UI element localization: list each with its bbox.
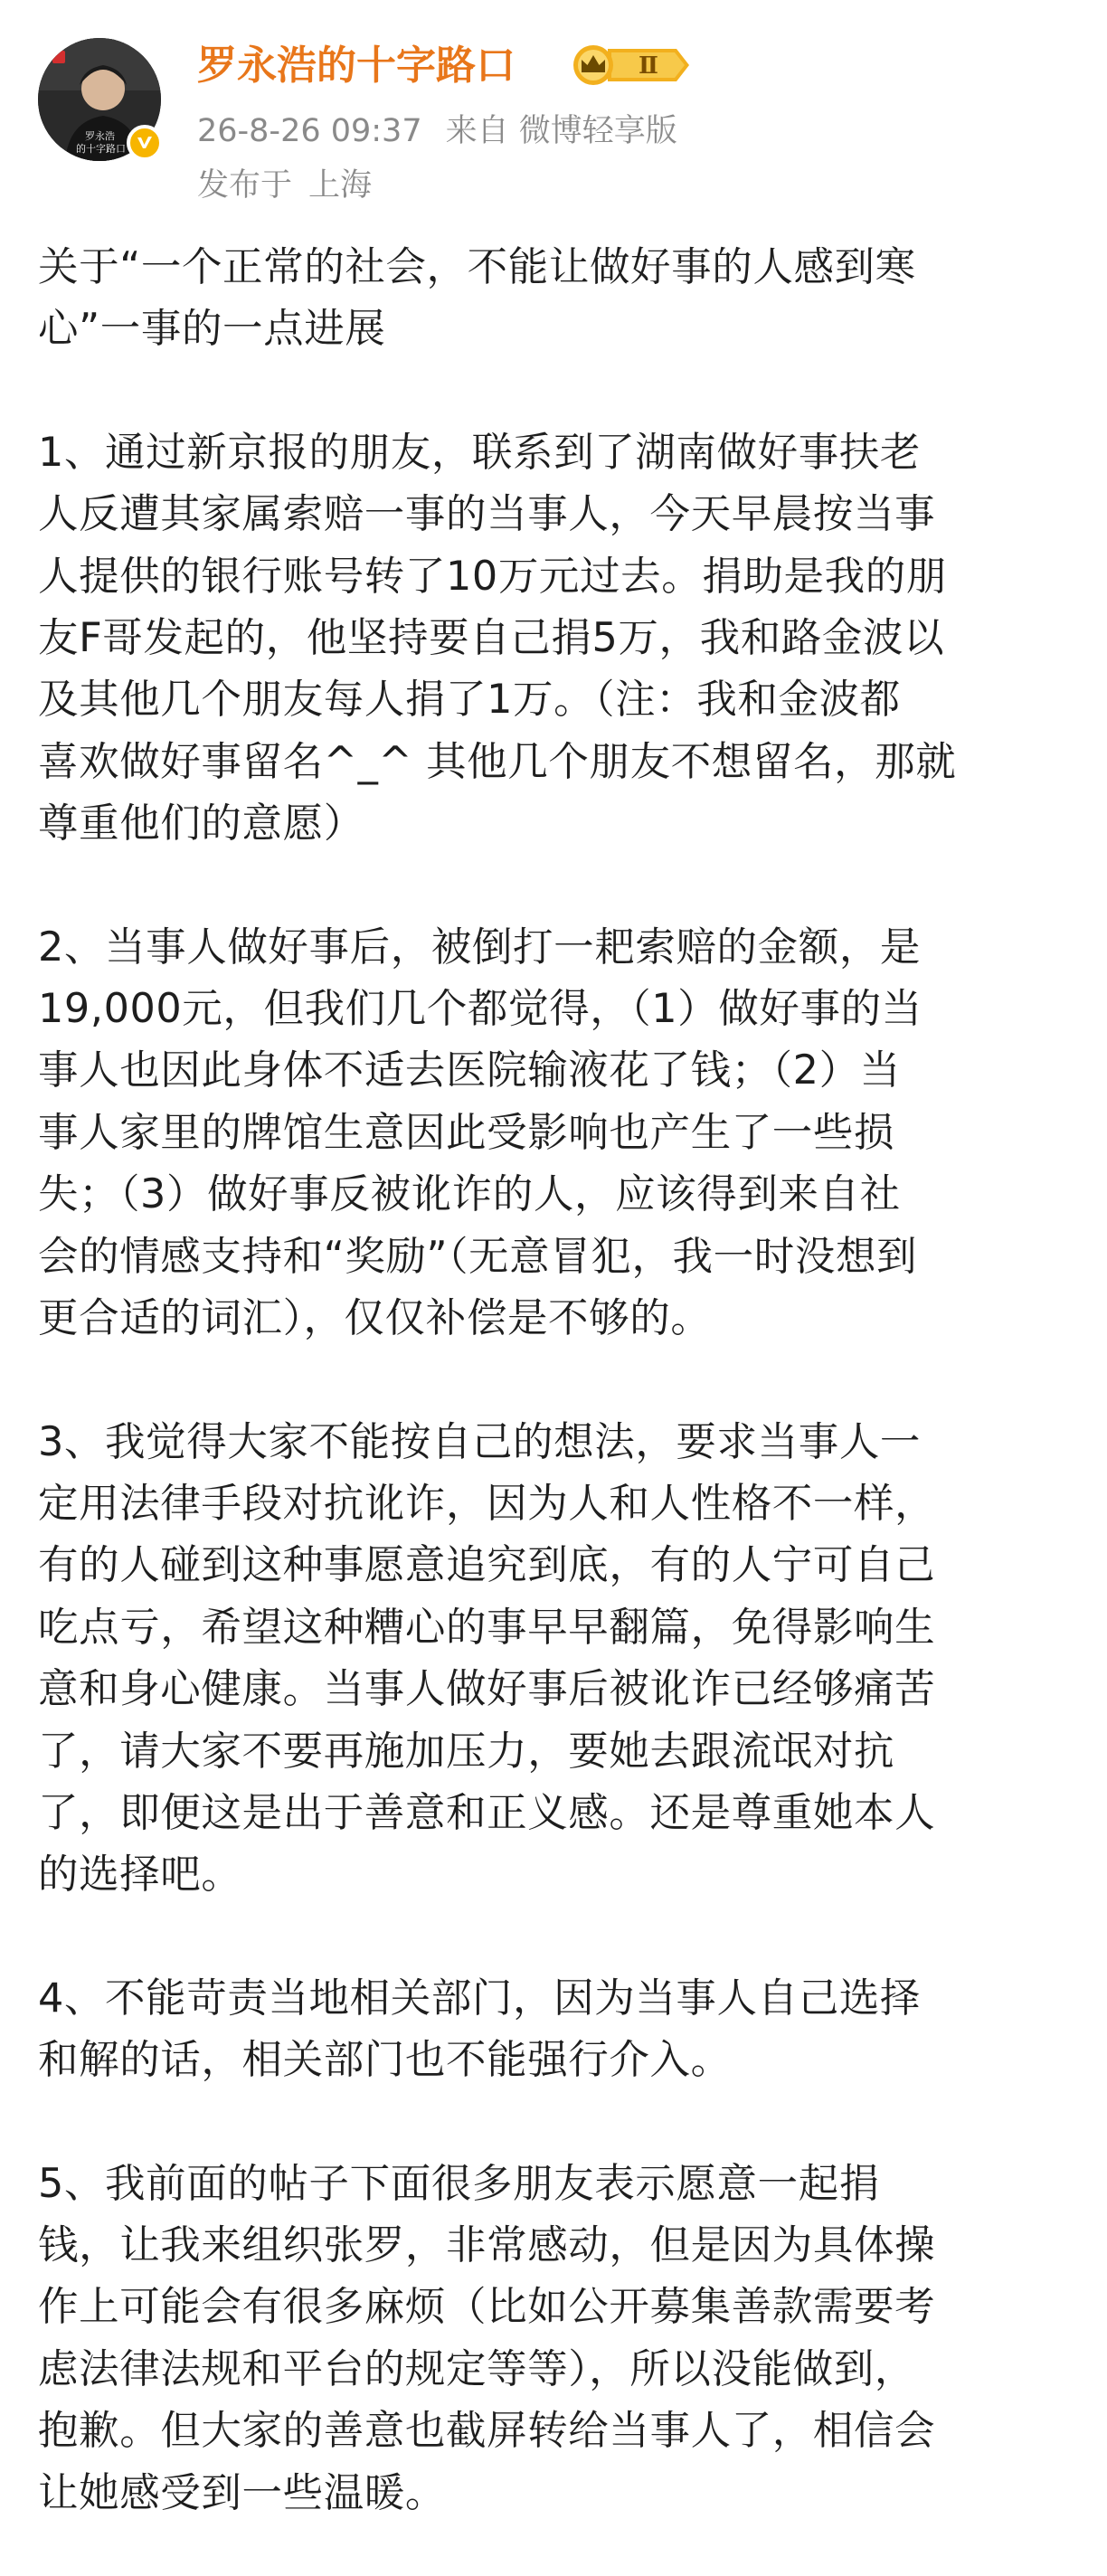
text-line: 的选择吧。 bbox=[38, 1852, 242, 1899]
paragraph-spacer bbox=[38, 1907, 1069, 1968]
location-label: 发布于 bbox=[197, 167, 293, 204]
post-content bbox=[38, 237, 1069, 2524]
text-line: 了，即便这是出于善意和正义感。还是尊重她本人 bbox=[38, 1789, 936, 1836]
avatar-caption-1: 罗永浩 bbox=[85, 130, 115, 142]
avatar-container[interactable] bbox=[38, 38, 161, 161]
text-line: 钱，让我来组织张罗，非常感动，但是因为具体操 bbox=[38, 2221, 936, 2268]
text-line: 4、不能苛责当地相关部门，因为当事人自己选择 bbox=[38, 1975, 922, 2022]
text-line: 会的情感支持和“奖励”（无意冒犯，我一时没想到 bbox=[38, 1233, 918, 1280]
text-line: 关于“一个正常的社会，不能让做好事的人感到寒 bbox=[38, 244, 916, 290]
text-line: 定用法律手段对抗讹诈，因为人和人性格不一样， bbox=[38, 1480, 936, 1527]
text-line: 尊重他们的意愿） bbox=[38, 800, 364, 848]
paragraph-1 bbox=[38, 422, 1069, 856]
text-line: 人提供的银行账号转了10万元过去。捐助是我的朋 bbox=[38, 553, 947, 600]
avatar-caption-2: 的十字路口 bbox=[76, 143, 126, 155]
text-line: 意和身心健康。当事人做好事后被讹诈已经够痛苦 bbox=[38, 1666, 936, 1713]
text-line: 作上可能会有很多麻烦（比如公开募集善款需要考 bbox=[38, 2284, 936, 2331]
paragraph-intro bbox=[38, 237, 1069, 361]
paragraph-spacer bbox=[38, 856, 1069, 917]
post-header bbox=[0, 0, 1107, 226]
text-line: 1、通过新京报的朋友，联系到了湖南做好事扶老 bbox=[38, 429, 922, 476]
text-line: 喜欢做好事留名^_^ 其他几个朋友不想留名，那就 bbox=[38, 738, 957, 785]
verified-v-icon bbox=[127, 125, 163, 161]
vip-level-label: Ⅱ bbox=[639, 52, 658, 80]
paragraph-4 bbox=[38, 1968, 1069, 2092]
paragraph-spacer bbox=[38, 2092, 1069, 2154]
paragraph-spacer bbox=[38, 1350, 1069, 1412]
text-line: 友F哥发起的，他坚持要自己捐5万，我和路金波以 bbox=[38, 615, 945, 662]
text-line: 有的人碰到这种事愿意追究到底，有的人宁可自己 bbox=[38, 1542, 936, 1589]
text-line: 让她感受到一些温暖。 bbox=[38, 2469, 447, 2516]
username[interactable]: 罗永浩的十字路口 bbox=[197, 43, 516, 89]
text-line: 了，请大家不要再施加压力，要她去跟流氓对抗 bbox=[38, 1728, 895, 1775]
text-line: 心”一事的一点进展 bbox=[38, 306, 386, 353]
text-line: 失；（3）做好事反被讹诈的人，应该得到来自社 bbox=[38, 1171, 901, 1218]
text-line: 及其他几个朋友每人捐了1万。（注：我和金波都 bbox=[38, 677, 901, 724]
text-line: 和解的话，相关部门也不能强行介入。 bbox=[38, 2037, 732, 2084]
post-location bbox=[197, 163, 372, 208]
paragraph-2 bbox=[38, 917, 1069, 1350]
location-value: 上海 bbox=[308, 167, 373, 204]
text-line: 5、我前面的帖子下面很多朋友表示愿意一起捐 bbox=[38, 2160, 880, 2207]
paragraph-3 bbox=[38, 1412, 1069, 1907]
text-line: 3、我觉得大家不能按自己的想法，要求当事人一 bbox=[38, 1418, 922, 1465]
paragraph-spacer bbox=[38, 361, 1069, 422]
post-meta bbox=[197, 109, 701, 154]
paragraph-5 bbox=[38, 2154, 1069, 2524]
vip-crown-icon[interactable] bbox=[568, 43, 695, 87]
post-timestamp[interactable]: 26-8-26 09:37 bbox=[197, 113, 422, 149]
text-line: 2、当事人做好事后，被倒打一耙索赔的金额，是 bbox=[38, 923, 922, 971]
text-line: 事人家里的牌馆生意因此受影响也产生了一些损 bbox=[38, 1109, 895, 1156]
text-line: 事人也因此身体不适去医院输液花了钱；（2）当 bbox=[38, 1047, 901, 1094]
text-line: 吃点亏，希望这种糟心的事早早翻篇，免得影响生 bbox=[38, 1604, 936, 1651]
post-source: 来自 微博轻享版 bbox=[445, 113, 677, 149]
text-line: 虑法律法规和平台的规定等等），所以没能做到， bbox=[38, 2345, 915, 2392]
text-line: 抱歉。但大家的善意也截屏转给当事人了，相信会 bbox=[38, 2408, 936, 2455]
text-line: 19,000元，但我们几个都觉得，（1）做好事的当 bbox=[38, 986, 922, 1033]
text-line: 人反遭其家属索赔一事的当事人，今天早晨按当事 bbox=[38, 491, 936, 538]
text-line: 更合适的词汇），仅仅补偿是不够的。 bbox=[38, 1295, 712, 1342]
